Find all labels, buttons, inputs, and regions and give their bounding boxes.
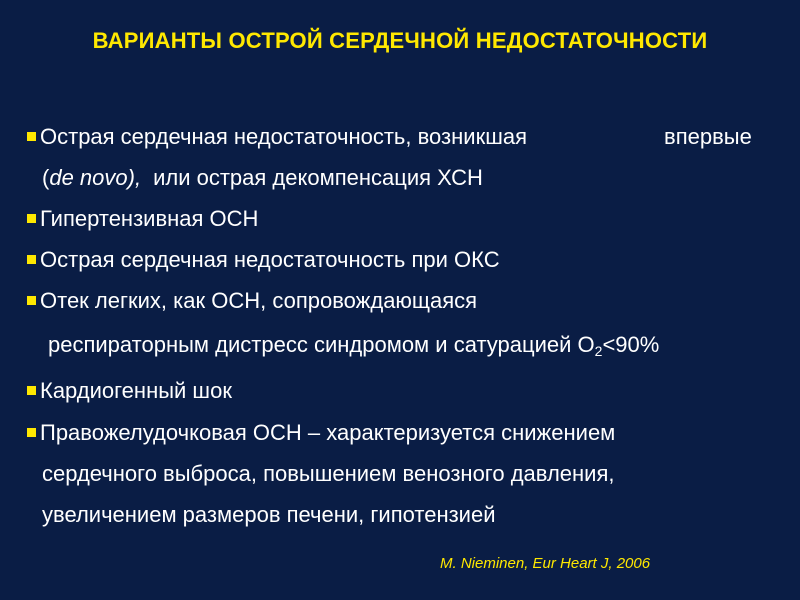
list-item-1-rest: или острая декомпенсация ХСН bbox=[153, 165, 483, 190]
bullet-icon bbox=[27, 296, 36, 305]
list-item-4-line-1 bbox=[27, 288, 477, 314]
list-item-1-right-text: впервые bbox=[664, 124, 752, 149]
list-item-1-text: Острая сердечная недостаточность, возникшая bbox=[40, 124, 527, 149]
list-item-1-paren: ( bbox=[42, 165, 50, 190]
list-item-6-line-3-text: увеличением размеров печени, гипотензией bbox=[42, 502, 496, 527]
list-item-1-line-1 bbox=[27, 124, 527, 150]
bullet-icon bbox=[27, 214, 36, 223]
list-item-1-right-word bbox=[664, 124, 752, 150]
list-item-2-text: Гипертензивная ОСН bbox=[40, 206, 259, 231]
bullet-icon bbox=[27, 255, 36, 264]
bullet-icon bbox=[27, 386, 36, 395]
list-item-4-subscript: 2 bbox=[594, 343, 603, 359]
list-item-6-line-3 bbox=[42, 502, 496, 528]
list-item-2 bbox=[27, 206, 258, 232]
list-item-6-line-2 bbox=[42, 461, 614, 487]
list-item-4-line-2 bbox=[48, 332, 659, 358]
slide-title: ВАРИАНТЫ ОСТРОЙ СЕРДЕЧНОЙ НЕДОСТАТОЧНОСТИ bbox=[92, 28, 708, 53]
list-item-1-italic: de novo), bbox=[49, 165, 142, 190]
list-item-4-line-2-text: респираторным дистресс синдромом и сатурацией О bbox=[48, 332, 595, 357]
list-item-4-text: Отек легких, как ОСН, сопровождающаяся bbox=[40, 288, 478, 313]
list-item-3-text: Острая сердечная недостаточность при ОКС bbox=[40, 247, 500, 272]
list-item-6-line-2-text: сердечного выброса, повышением венозного давления, bbox=[42, 461, 615, 486]
list-item-1-line-2 bbox=[42, 165, 483, 191]
list-item-4-line-2-tail: <90% bbox=[602, 332, 660, 357]
bullet-icon bbox=[27, 428, 36, 437]
list-item-6-line-1 bbox=[27, 420, 615, 446]
list-item-3 bbox=[27, 247, 500, 273]
list-item-5-text: Кардиогенный шок bbox=[40, 378, 232, 403]
citation: M. Nieminen, Eur Heart J, 2006 bbox=[440, 555, 651, 572]
list-item-6-text: Правожелудочковая ОСН – характеризуется снижением bbox=[40, 420, 616, 445]
bullet-icon bbox=[27, 132, 36, 141]
list-item-5 bbox=[27, 378, 232, 404]
